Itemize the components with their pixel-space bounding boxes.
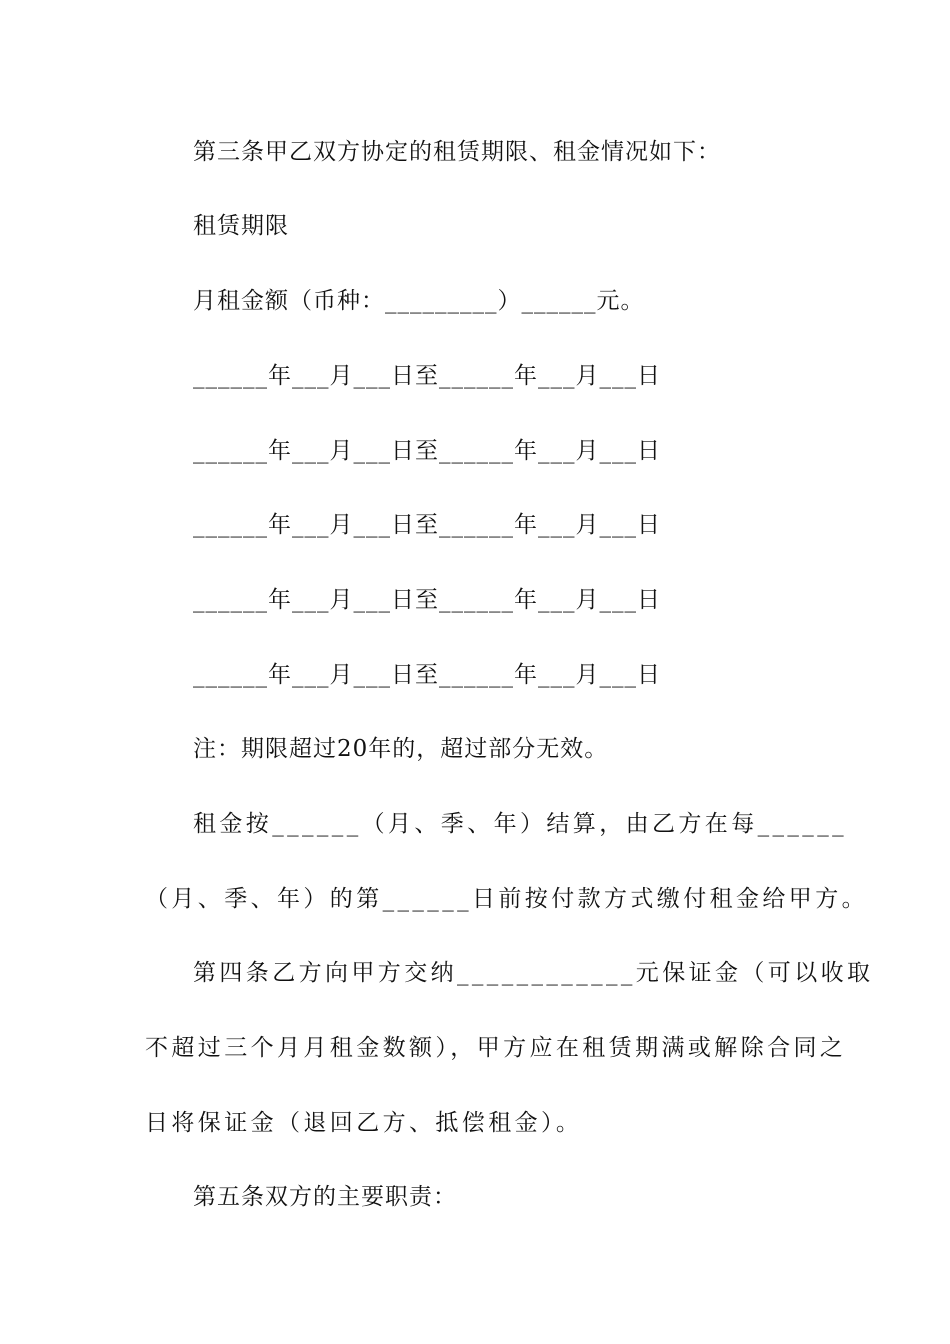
rent-settlement-line-2: （月、季、年）的第______日前按付款方式缴付租金给甲方。 [145,886,868,912]
article-four-line-2: 不超过三个月月租金数额），甲方应在租赁期满或解除合同之 [145,1035,847,1061]
rent-settlement-line-1: 租金按______（月、季、年）结算，由乙方在每______ [193,811,847,837]
article-five-heading: 第五条双方的主要职责： [193,1184,457,1210]
date-range-line-2: ______年___月___日至______年___月___日 [193,438,661,464]
article-four-line-3: 日将保证金（退回乙方、抵偿租金）。 [145,1110,583,1136]
article-three-heading: 第三条甲乙双方协定的租赁期限、租金情况如下： [193,139,721,165]
lease-term-label: 租赁期限 [193,213,289,239]
article-four-line-1: 第四条乙方向甲方交纳____________元保证金（可以收取 [193,960,874,986]
date-range-line-5: ______年___月___日至______年___月___日 [193,662,661,688]
term-note: 注：期限超过20年的，超过部分无效。 [193,736,609,762]
date-range-line-1: ______年___月___日至______年___月___日 [193,363,661,389]
date-range-line-3: ______年___月___日至______年___月___日 [193,512,661,538]
monthly-rent-line: 月租金额（币种：_________）______元。 [193,288,645,314]
date-range-line-4: ______年___月___日至______年___月___日 [193,587,661,613]
